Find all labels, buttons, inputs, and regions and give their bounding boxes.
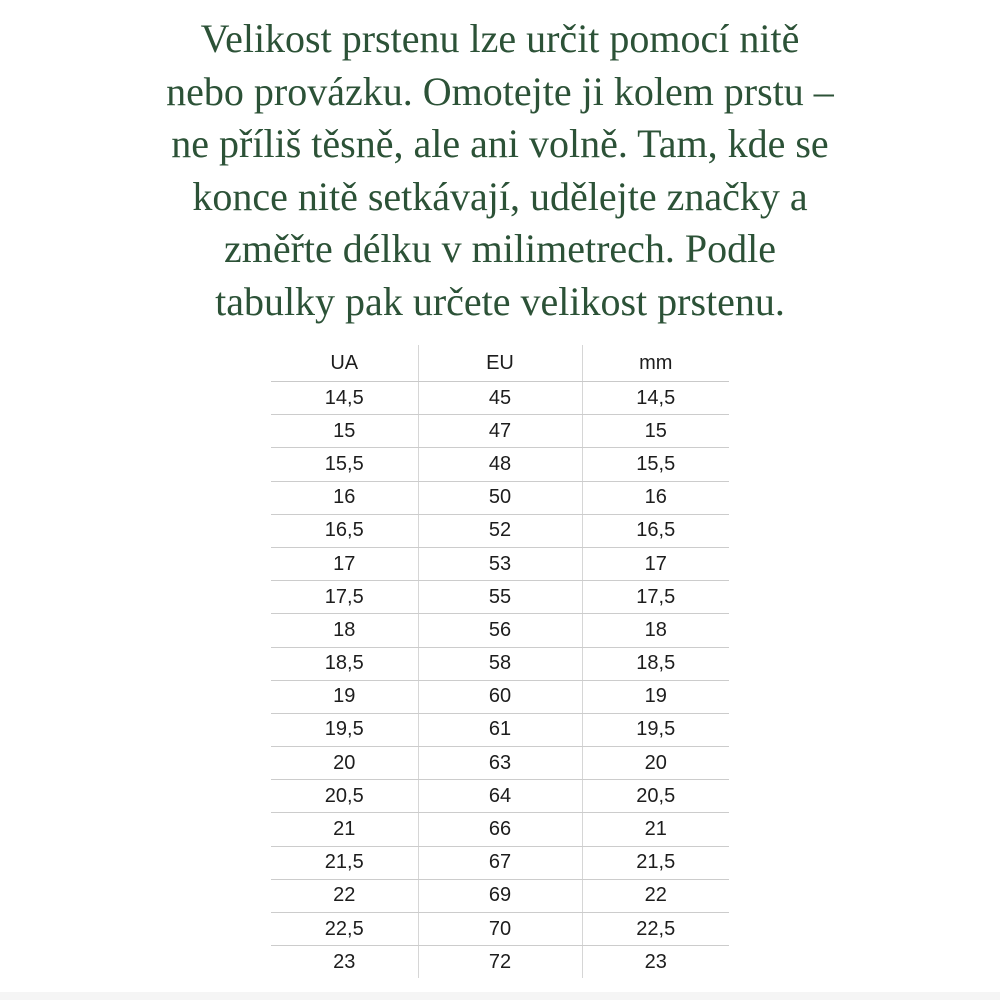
size-table-cell: 23 (333, 950, 356, 973)
size-table-cell: 50 (418, 481, 582, 514)
size-table-cell: 52 (418, 514, 582, 547)
size-table-cell: 18,5 (271, 647, 418, 680)
size-table-cell: 21,5 (582, 846, 729, 879)
ring-size-instructions (0, 0, 1000, 328)
size-table-cell: 15,5 (271, 448, 418, 481)
size-table-cell: 22 (582, 879, 729, 912)
table-row (271, 913, 729, 946)
table-row (271, 514, 729, 547)
size-table-cell: 16 (582, 481, 729, 514)
size-table-cell: 15,5 (582, 448, 729, 481)
table-row (271, 780, 729, 813)
table-row (271, 713, 729, 746)
size-table-cell: 20 (582, 747, 729, 780)
size-table-cell: 17,5 (271, 581, 418, 614)
instructions-line: nebo provázku. Omotejte ji kolem prstu – (166, 68, 834, 114)
instructions-line: změřte délku v milimetrech. Podle (223, 226, 777, 271)
size-table-cell: 60 (418, 680, 582, 713)
size-table-cell: 69 (418, 879, 582, 912)
size-table-cell: 22,5 (271, 913, 418, 946)
size-table-cell: 19 (582, 680, 729, 713)
size-table-cell: 14,5 (582, 382, 729, 415)
table-row (271, 614, 729, 647)
ring-size-table-head (271, 345, 729, 382)
size-table-cell: 14,5 (271, 382, 418, 415)
size-table-cell: 19,5 (271, 713, 418, 746)
size-table-cell: 66 (418, 813, 582, 846)
instructions-line: tabulky pak určete velikost prstenu. (215, 278, 785, 324)
instructions-line: konce nitě setkávají, udělejte značky a (192, 173, 808, 219)
size-table-header-cell: UA (271, 345, 418, 382)
size-table-cell: 58 (418, 647, 582, 680)
size-table-cell: 16,5 (582, 514, 729, 547)
size-table-cell: 21 (582, 813, 729, 846)
size-table-cell: 17,5 (582, 581, 729, 614)
size-table-cell: 72 (418, 946, 582, 979)
size-table-cell: 53 (418, 547, 582, 580)
size-table-cell: 61 (418, 713, 582, 746)
size-table-cell: 19,5 (582, 713, 729, 746)
size-table-cell: 18 (582, 614, 729, 647)
size-table-cell: 20 (271, 747, 418, 780)
size-table-header-cell: mm (582, 345, 729, 382)
size-table-cell: 70 (418, 913, 582, 946)
size-table-cell: 17 (582, 547, 729, 580)
size-table-cell: 23 (644, 950, 667, 973)
image-bottom-edge (0, 992, 1000, 1000)
size-table-cell: 22 (271, 879, 418, 912)
size-table-cell: 56 (418, 614, 582, 647)
size-table-cell: 20,5 (582, 780, 729, 813)
table-row (271, 481, 729, 514)
size-table-cell: 16,5 (271, 514, 418, 547)
table-row (271, 647, 729, 680)
size-table-cell: 64 (418, 780, 582, 813)
size-table-header-cell: EU (418, 345, 582, 382)
size-table-cell: 18,5 (582, 647, 729, 680)
size-table-cell: 18 (271, 614, 418, 647)
ring-size-table (271, 345, 729, 978)
size-table-cell: 15 (271, 415, 418, 448)
size-table-cell: 16 (271, 481, 418, 514)
size-table-cell: 45 (418, 382, 582, 415)
size-table-cell: 47 (418, 415, 582, 448)
size-table-cell: 67 (418, 846, 582, 879)
table-row (271, 448, 729, 481)
size-table-cell: 21,5 (271, 846, 418, 879)
ring-size-table-body (271, 382, 729, 979)
table-row (271, 680, 729, 713)
instructions-line: ne příliš těsně, ale ani volně. Tam, kde se (171, 121, 829, 166)
size-table-cell: 63 (418, 747, 582, 780)
size-table-cell: 17 (271, 547, 418, 580)
table-header-row (271, 345, 729, 382)
size-table-cell: 48 (418, 448, 582, 481)
table-row (271, 946, 729, 979)
size-table-cell: 21 (271, 813, 418, 846)
size-table-cell: 15 (582, 415, 729, 448)
size-table-cell: 55 (418, 581, 582, 614)
table-row (271, 581, 729, 614)
size-table-cell: 20,5 (271, 780, 418, 813)
table-row (271, 813, 729, 846)
table-row (271, 879, 729, 912)
table-row (271, 846, 729, 879)
table-row (271, 747, 729, 780)
table-row (271, 547, 729, 580)
table-row (271, 415, 729, 448)
size-table-cell: 19 (271, 680, 418, 713)
table-row (271, 382, 729, 415)
size-table-cell: 22,5 (582, 913, 729, 946)
instructions-line: Velikost prstenu lze určit pomocí nitě (200, 16, 800, 61)
